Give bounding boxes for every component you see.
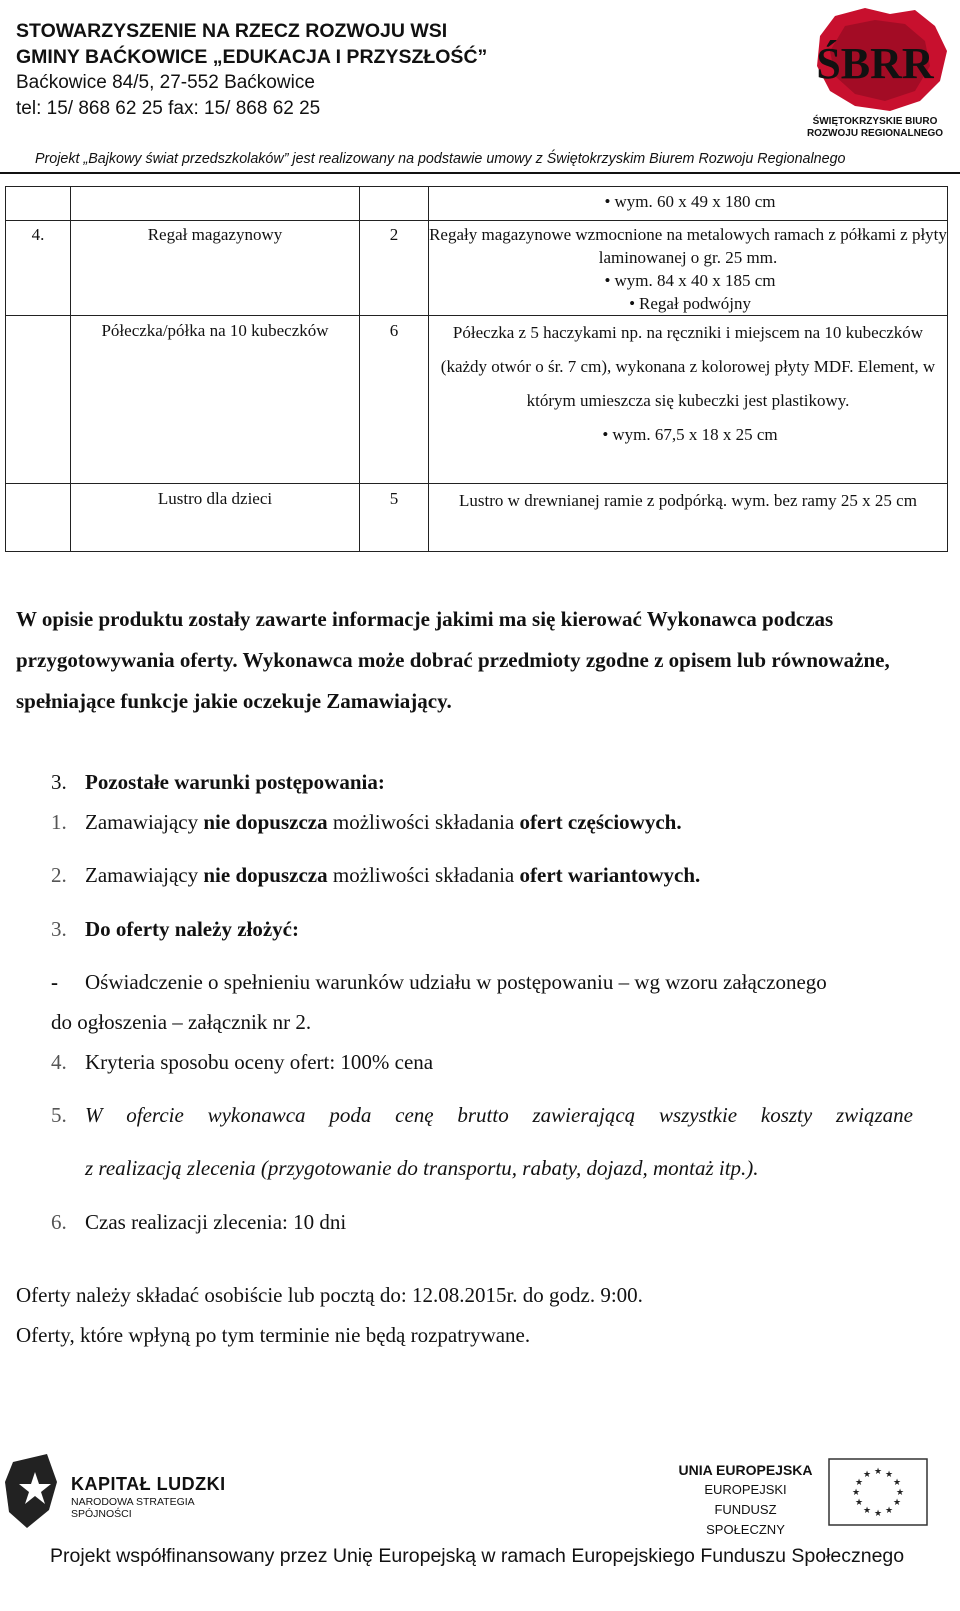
table-row — [6, 187, 948, 221]
sbrr-map-icon — [795, 6, 955, 116]
list-item: 4. Kryteria sposobu oceny ofert: 100% cena — [51, 1050, 434, 1074]
row-number — [6, 484, 71, 552]
logo-caption: ŚWIĘTOKRZYSKIE BIURO ROZWOJU REGIONALNEGO — [806, 116, 944, 139]
eu-flag-icon — [828, 1458, 928, 1526]
svg-text:★: ★ — [851, 1488, 861, 1498]
bullet-icon: • — [629, 294, 636, 313]
product-qty: 6 — [360, 316, 429, 484]
svg-text:★: ★ — [873, 1509, 883, 1519]
header-divider — [0, 172, 960, 174]
section-heading: 3. Pozostałe warunki postępowania: — [51, 770, 385, 794]
product-desc: Regały magazynowe wzmocnione na metalowych ramach z półkami z płyty laminowanej o gr. 25 mm. — [429, 225, 947, 267]
svg-text:★: ★ — [895, 1488, 905, 1498]
row-number — [6, 316, 71, 484]
org-address: Baćkowice 84/5, 27-552 Baćkowice — [16, 72, 315, 93]
list-item-continuation: z realizacją zlecenia (przygotowanie do transportu, rabaty, dojazd, montaż itp.). — [85, 1156, 759, 1180]
list-item: 2. Zamawiający nie dopuszcza możliwości składania ofert wariantowych. — [51, 863, 701, 887]
bullet-text: wym. 84 x 40 x 185 cm — [614, 271, 776, 290]
svg-text:★: ★ — [892, 1498, 902, 1508]
product-qty: 5 — [360, 484, 429, 552]
bullet-icon: • — [604, 192, 611, 211]
bullet-text: wym. 67,5 x 18 x 25 cm — [612, 425, 778, 444]
intro-paragraph: W opisie produktu zostały zawarte informacje jakimi ma się kierować Wykonawca podczas przygotowywania oferty. Wykonawca może dobrać przedmioty zgodne z opisem lub równoważne, spełniające funkcje jakie oczekuje Zamawiający. — [16, 607, 890, 713]
svg-text:★: ★ — [862, 1506, 872, 1516]
product-name: Regał magazynowy — [71, 221, 360, 316]
late-offers-note: Oferty, które wpłyną po tym terminie nie będą rozpatrywane. — [16, 1323, 531, 1347]
svg-text:★: ★ — [884, 1470, 894, 1480]
list-item: 6. Czas realizacji zlecenia: 10 dni — [51, 1210, 347, 1234]
eu-line-1: UNIA EUROPEJSKA — [678, 1462, 813, 1478]
kapital-ludzki-emblem-icon — [5, 1452, 65, 1530]
table-row — [6, 484, 948, 552]
product-desc: Półeczka z 5 haczykami np. na ręczniki i miejscem na 10 kubeczków (każdy otwór o śr. 7 cm), wykonana z kolorowej płyty MDF. Element, w którym umieszcza się kubeczki jest plastikowy. — [440, 323, 936, 410]
product-name: Lustro dla dzieci — [71, 484, 360, 552]
bullet-icon: • — [604, 271, 611, 290]
letterhead — [16, 18, 776, 122]
kl-title: KAPITAŁ LUDZKI — [71, 1474, 226, 1494]
row-number: 4. — [6, 221, 71, 316]
bullet-icon: • — [602, 425, 609, 444]
eu-line-2: EUROPEJSKI — [704, 1482, 787, 1497]
list-item-continuation: do ogłoszenia – załącznik nr 2. — [51, 1010, 312, 1034]
svg-text:★: ★ — [862, 1470, 872, 1480]
eu-line-3: FUNDUSZ SPOŁECZNY — [706, 1502, 785, 1537]
bullet-text: Regał podwójny — [639, 294, 751, 313]
logo-text: ŚBRR — [816, 39, 934, 88]
org-name-line-1: STOWARZYSZENIE NA RZECZ ROZWOJU WSI — [16, 20, 448, 42]
kapital-ludzki-logo — [5, 1452, 255, 1532]
list-item: 5. — [51, 1103, 67, 1127]
deadline-note: Oferty należy składać osobiście lub pocztą do: 12.08.2015r. do godz. 9:00. — [16, 1283, 643, 1307]
svg-text:★: ★ — [884, 1506, 894, 1516]
product-qty: 2 — [360, 221, 429, 316]
list-item-text: W ofercie wykonawca poda cenę brutto zawierającą wszystkie koszty związane — [85, 1103, 913, 1127]
list-item: 3. Do oferty należy złożyć: — [51, 917, 299, 941]
org-phone: tel: 15/ 868 62 25 fax: 15/ 868 62 25 — [16, 98, 321, 119]
kl-subtitle: NARODOWA STRATEGIA SPÓJNOŚCI — [71, 1496, 195, 1520]
org-name-line-2: GMINY BAĆKOWICE „EDUKACJA I PRZYSZŁOŚĆ” — [16, 46, 488, 68]
product-name: Półeczka/półka na 10 kubeczków — [71, 316, 360, 484]
svg-text:★: ★ — [892, 1478, 902, 1488]
project-info-line: Projekt „Bajkowy świat przedszkolaków” jest realizowany na podstawie umowy z Świętokrzyskim Biurem Rozwoju Regionalnego — [35, 151, 846, 167]
svg-text:★: ★ — [854, 1498, 864, 1508]
table-row — [6, 316, 948, 484]
eu-efs-logo — [678, 1458, 953, 1537]
list-item: 1. Zamawiający nie dopuszcza możliwości składania ofert częściowych. — [51, 810, 682, 834]
row0-desc: wym. 60 x 49 x 180 cm — [614, 192, 776, 211]
footer-cofinancing-text: Projekt współfinansowany przez Unię Europejską w ramach Europejskiego Funduszu Społecznego — [50, 1545, 905, 1567]
table-row — [6, 221, 948, 316]
svg-text:★: ★ — [873, 1467, 883, 1477]
product-desc: Lustro w drewnianej ramie z podpórką. wym. bez ramy 25 x 25 cm — [429, 484, 948, 552]
sbrr-logo — [795, 6, 955, 141]
products-table — [5, 186, 948, 552]
svg-text:★: ★ — [854, 1478, 864, 1488]
list-item: - Oświadczenie o spełnieniu warunków udziału w postępowaniu – wg wzoru załączonego — [51, 970, 827, 994]
